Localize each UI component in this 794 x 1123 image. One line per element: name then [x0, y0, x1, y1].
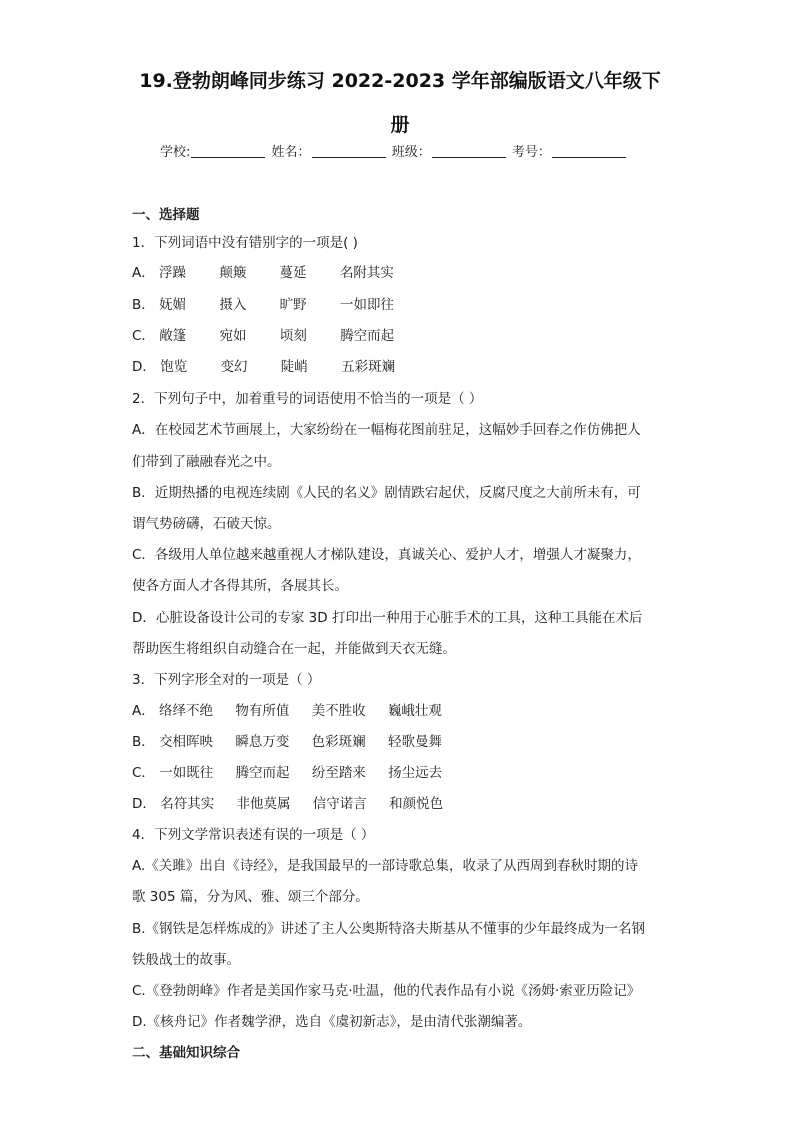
- class-blank[interactable]: [432, 145, 506, 158]
- q2-option-d-line1: D．心脏设备设计公司的专家 3D 打印出一种用于心脏手术的工具，这种工具能在术后: [132, 610, 643, 626]
- exam-no-label: 考号：: [511, 145, 551, 160]
- question-1-stem: 1．下列词语中没有错别字的一项是( ): [132, 235, 358, 251]
- q1-option-a: [132, 264, 662, 282]
- option-word: 非他莫属: [236, 796, 291, 812]
- option-word: 扬尘远去: [388, 765, 443, 781]
- option-word: 饱览: [160, 359, 188, 375]
- option-word: 摄入: [219, 297, 247, 313]
- q2-option-c-line2: 使各方面人才各得其所，各展其长。: [132, 578, 348, 594]
- question-2-stem: 2．下列句子中，加着重号的词语使用不恰当的一项是（ ）: [132, 391, 483, 407]
- doc-title-line2: 册: [390, 114, 410, 136]
- option-word: 腾空而起: [340, 328, 395, 344]
- option-label: C．: [132, 765, 155, 781]
- option-word: 蔓延: [279, 265, 307, 281]
- q3-option-a: [132, 702, 662, 720]
- option-label: B．: [132, 297, 155, 313]
- option-word: 旷野: [279, 297, 307, 313]
- section-heading: 二、基础知识综合: [132, 1045, 240, 1061]
- name-label: 姓名：: [271, 145, 311, 160]
- option-word: 一如即往: [339, 297, 394, 313]
- q2-option-c-line1: C．各级用人单位越来越重视人才梯队建设，真诚关心、爱护人才，增强人才凝聚力，: [132, 547, 641, 563]
- option-word: 轻歌曼舞: [387, 734, 442, 750]
- q2-option-b-line1: B．近期热播的电视连续剧《人民的名义》剧情跌宕起伏，反腐尺度之大前所未有，可: [132, 485, 641, 501]
- option-word: 陡峭: [280, 359, 308, 375]
- option-word: 一如既往: [159, 765, 214, 781]
- q1-option-b: [132, 296, 662, 314]
- option-word: 色彩斑斓: [311, 734, 366, 750]
- option-label: A．: [132, 703, 155, 719]
- option-word: 妩媚: [159, 297, 187, 313]
- option-word: 美不胜收: [311, 703, 366, 719]
- option-word: 和颜悦色: [389, 796, 444, 812]
- option-word: 信守诺言: [312, 796, 367, 812]
- name-blank[interactable]: [312, 145, 386, 158]
- option-word: 名附其实: [339, 265, 394, 281]
- student-info-row: [160, 145, 640, 161]
- option-word: 瞬息万变: [235, 734, 290, 750]
- school-blank[interactable]: [191, 145, 265, 158]
- option-word: 宛如: [219, 328, 247, 344]
- q3-option-d: [132, 795, 662, 813]
- option-word: 巍峨壮观: [387, 703, 442, 719]
- option-label: B．: [132, 734, 155, 750]
- class-label: 班级：: [391, 145, 431, 160]
- q4-option-d-line1: D.《核舟记》作者魏学洢，选自《虞初新志》，是由清代张潮编著。: [132, 1014, 532, 1030]
- q3-option-c: [132, 764, 662, 782]
- q2-option-d-line2: 帮助医生将组织自动缝合在一起，并能做到天衣无缝。: [132, 641, 456, 657]
- option-label: A．: [132, 265, 155, 281]
- question-4-stem: 4．下列文学常识表述有误的一项是（ ）: [132, 827, 375, 843]
- option-word: 颠簸: [219, 265, 247, 281]
- q2-option-b-line2: 谓气势磅礴，石破天惊。: [132, 516, 281, 532]
- option-word: 名符其实: [160, 796, 215, 812]
- exam-no-blank[interactable]: [552, 145, 626, 158]
- option-word: 物有所值: [235, 703, 290, 719]
- q4-option-c-line1: C.《登勃朗峰》作者是美国作家马克·吐温，他的代表作品有小说《汤姆·索亚历险记》: [132, 983, 641, 999]
- doc-title-line1: 19.登勃朗峰同步练习 2022-2023 学年部编版语文八年级下: [139, 70, 661, 92]
- option-word: 络绎不绝: [159, 703, 214, 719]
- option-word: 变幻: [220, 359, 248, 375]
- q1-option-c: [132, 327, 662, 345]
- q3-option-b: [132, 733, 662, 751]
- option-word: 五彩斑斓: [341, 359, 396, 375]
- option-word: 腾空而起: [235, 765, 290, 781]
- option-word: 纷至踏来: [311, 765, 366, 781]
- option-word: 顷刻: [279, 328, 307, 344]
- section-heading: 一、选择题: [132, 207, 200, 223]
- school-label: 学校:: [160, 145, 191, 160]
- q4-option-a-line2: 歌 305 篇，分为风、雅、颂三个部分。: [132, 889, 369, 905]
- question-3-stem: 3．下列字形全对的一项是（ ）: [132, 672, 321, 688]
- option-word: 敞篷: [159, 328, 187, 344]
- option-label: D．: [132, 359, 156, 375]
- q2-option-a-line2: 们带到了融融春光之中。: [132, 454, 281, 470]
- q4-option-b-line1: B.《钢铁是怎样炼成的》讲述了主人公奥斯特洛夫斯基从不懂事的少年最终成为一名钢: [132, 921, 646, 937]
- option-label: D．: [132, 796, 156, 812]
- q1-option-d: [132, 358, 662, 376]
- q4-option-a-line1: A.《关雎》出自《诗经》，是我国最早的一部诗歌总集，收录了从西周到春秋时期的诗: [132, 858, 639, 874]
- q2-option-a-line1: A．在校园艺术节画展上，大家纷纷在一幅梅花图前驻足，这幅妙手回春之作仿佛把人: [132, 422, 641, 438]
- option-word: 浮躁: [159, 265, 187, 281]
- q4-option-b-line2: 铁般战士的故事。: [132, 952, 240, 968]
- option-word: 交相晖映: [159, 734, 214, 750]
- option-label: C．: [132, 328, 155, 344]
